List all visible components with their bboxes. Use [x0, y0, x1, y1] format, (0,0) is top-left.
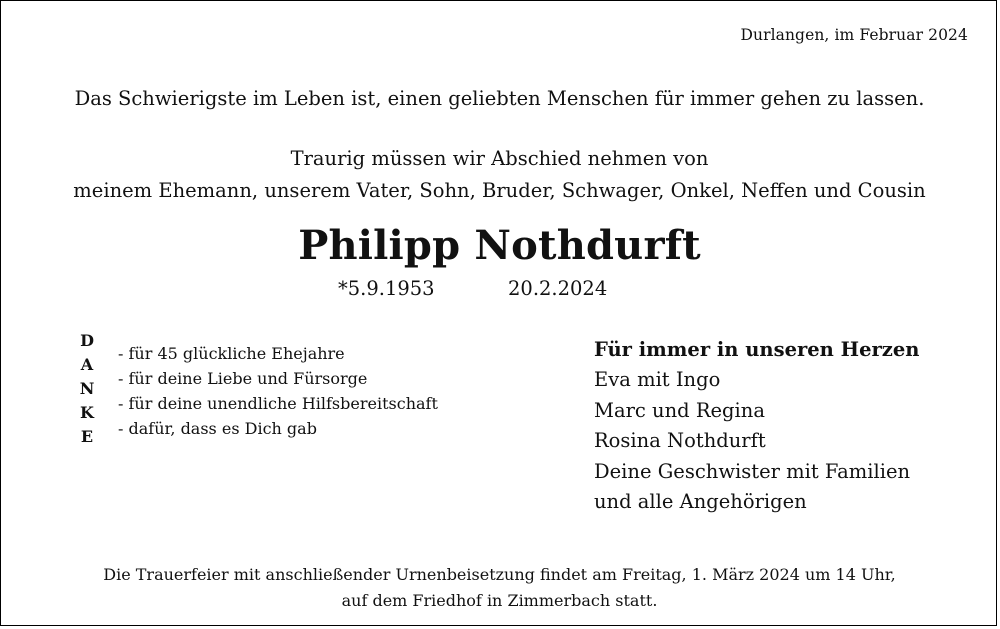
birth-date: *5.9.1953	[338, 277, 435, 300]
intro-line-1: Traurig müssen wir Abschied nehmen von	[290, 147, 709, 170]
mourners-heading: Für immer in unseren Herzen	[594, 338, 920, 361]
thanks-list	[118, 341, 438, 441]
thanks-item: - für 45 glückliche Ehejahre	[118, 344, 345, 363]
place-date: Durlangen, im Februar 2024	[740, 26, 968, 44]
ceremony-line-2: auf dem Friedhof in Zimmerbach statt.	[341, 591, 658, 610]
ceremony-line-1: Die Trauerfeier mit anschließender Urnenbeisetzung findet am Freitag, 1. März 2024 um 14 Uhr,	[103, 565, 896, 584]
mourner-name: Eva mit Ingo	[594, 368, 721, 391]
thanks-item: - für deine Liebe und Fürsorge	[118, 369, 368, 388]
danke-vertical-word	[78, 329, 96, 449]
danke-letter: A	[80, 355, 94, 374]
danke-letter: E	[80, 427, 94, 446]
mourners-block	[594, 335, 919, 518]
death-date: 20.2.2024	[508, 277, 608, 300]
mourner-name: Rosina Nothdurft	[594, 429, 766, 452]
danke-letter: N	[79, 379, 95, 398]
mourners-list	[594, 365, 919, 518]
deceased-name: Philipp Nothdurft	[298, 222, 701, 269]
mourner-name: und alle Angehörigen	[594, 490, 807, 513]
danke-letter: K	[80, 403, 94, 422]
intro-line-2: meinem Ehemann, unserem Vater, Sohn, Bruder, Schwager, Onkel, Neffen und Cousin	[73, 179, 926, 202]
mourner-name: Deine Geschwister mit Familien	[594, 459, 911, 483]
thanks-item: - für deine unendliche Hilfsbereitschaft	[118, 394, 438, 413]
thanks-item: - dafür, dass es Dich gab	[118, 419, 317, 438]
quote: Das Schwierigste im Leben ist, einen geliebten Menschen für immer gehen zu lassen.	[74, 87, 925, 110]
mourner-name: Marc und Regina	[594, 398, 765, 422]
danke-letter: D	[80, 331, 94, 350]
